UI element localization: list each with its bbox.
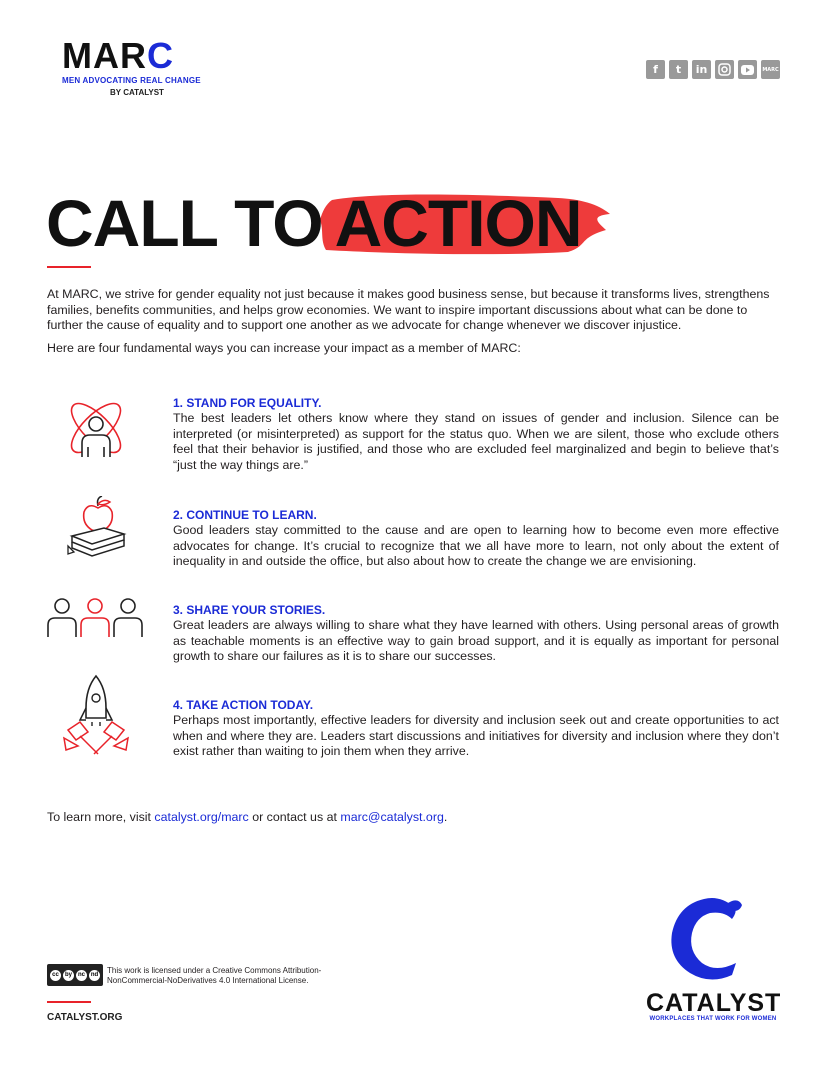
email-link[interactable]: marc@catalyst.org bbox=[340, 810, 444, 824]
action-item-1 bbox=[173, 396, 779, 473]
rocket-flags-icon bbox=[58, 674, 134, 756]
catalyst-c-icon bbox=[646, 893, 780, 985]
person-orbit-icon bbox=[60, 395, 132, 465]
marc-tagline: MEN ADVOCATING REAL CHANGE bbox=[62, 76, 201, 85]
catalyst-wordmark: CATALYST bbox=[646, 989, 782, 1017]
action-item-3 bbox=[173, 603, 779, 665]
marc-icon[interactable]: MARC bbox=[761, 60, 780, 79]
twitter-icon[interactable]: t bbox=[669, 60, 688, 79]
learn-more-line: To learn more, visit catalyst.org/marc or contact us at marc@catalyst.org. bbox=[47, 810, 448, 824]
social-links bbox=[646, 60, 780, 79]
action-item-4 bbox=[173, 698, 779, 760]
action-title-3: 3. SHARE YOUR STORIES. bbox=[173, 603, 326, 617]
cc-license-icon[interactable]: cc by nc nd bbox=[47, 964, 103, 986]
action-item-2 bbox=[173, 508, 779, 570]
marc-logo bbox=[62, 35, 201, 97]
catalyst-tagline: WORKPLACES THAT WORK FOR WOMEN bbox=[649, 1016, 777, 1022]
catalyst-logo bbox=[646, 893, 780, 1022]
title-underline bbox=[47, 266, 91, 268]
action-text-2: Good leaders stay committed to the cause and are open to learning how to become even more effective advocates for change. It’s crucial to recognize that we all have more to learn, not only about the extent of inequality in and outside the office, but also about how to create the change we are envisioning. bbox=[173, 523, 779, 569]
action-text-3: Great leaders are always willing to share what they have learned with others. Using personal areas of growth as teachable moments is an effective way to gain broad support, and it is equally as important for personal growth to share our failures as it is to share our successes. bbox=[173, 618, 779, 664]
footer-site[interactable]: CATALYST.ORG bbox=[47, 1012, 123, 1023]
intro-lead: Here are four fundamental ways you can increase your impact as a member of MARC: bbox=[47, 341, 521, 355]
youtube-icon[interactable] bbox=[738, 60, 757, 79]
catalyst-marc-link[interactable]: catalyst.org/marc bbox=[154, 810, 249, 824]
action-text-1: The best leaders let others know where they stand on issues of gender and inclusion. Silence can be interpreted (or misinterpreted) as support for the status quo. When we are silent, those who exclude others feel that their behavior is justified, and those who are excluded feel marginalized and begin to believe that’s “just the way things are.” bbox=[173, 411, 779, 472]
marc-by-line: BY CATALYST bbox=[110, 88, 164, 97]
action-title-4: 4. TAKE ACTION TODAY. bbox=[173, 698, 314, 712]
action-title-2: 2. CONTINUE TO LEARN. bbox=[173, 508, 317, 522]
footer-rule bbox=[47, 1001, 91, 1003]
facebook-icon[interactable]: f bbox=[646, 60, 665, 79]
page-title: CALL TO ACTION bbox=[46, 186, 582, 260]
instagram-icon[interactable] bbox=[715, 60, 734, 79]
marc-wordmark: MARC bbox=[62, 35, 174, 76]
apple-books-icon bbox=[64, 496, 132, 558]
action-text-4: Perhaps most importantly, effective leaders for diversity and inclusion seek out and create opportunities to act when and where they are. Leaders start discussions and initiatives for diversity and inclusion where they don’t exist rather than waiting to join them when they arrive. bbox=[173, 713, 779, 759]
license-notice bbox=[47, 964, 347, 986]
three-people-icon bbox=[46, 597, 144, 639]
intro-paragraph: At MARC, we strive for gender equality not just because it makes good business sense, but because it transforms lives, strengthens families, benefits communities, and helps grow economies. We want to inspire important discussions about what can be done to further the cause of equality and to support one another as we advocate for change whenever we discover injustice. bbox=[47, 287, 770, 333]
action-title-1: 1. STAND FOR EQUALITY. bbox=[173, 396, 322, 410]
linkedin-icon[interactable]: in bbox=[692, 60, 711, 79]
license-text: This work is licensed under a Creative Commons Attribution-NonCommercial-NoDerivatives 4.0 International License. bbox=[107, 966, 322, 985]
